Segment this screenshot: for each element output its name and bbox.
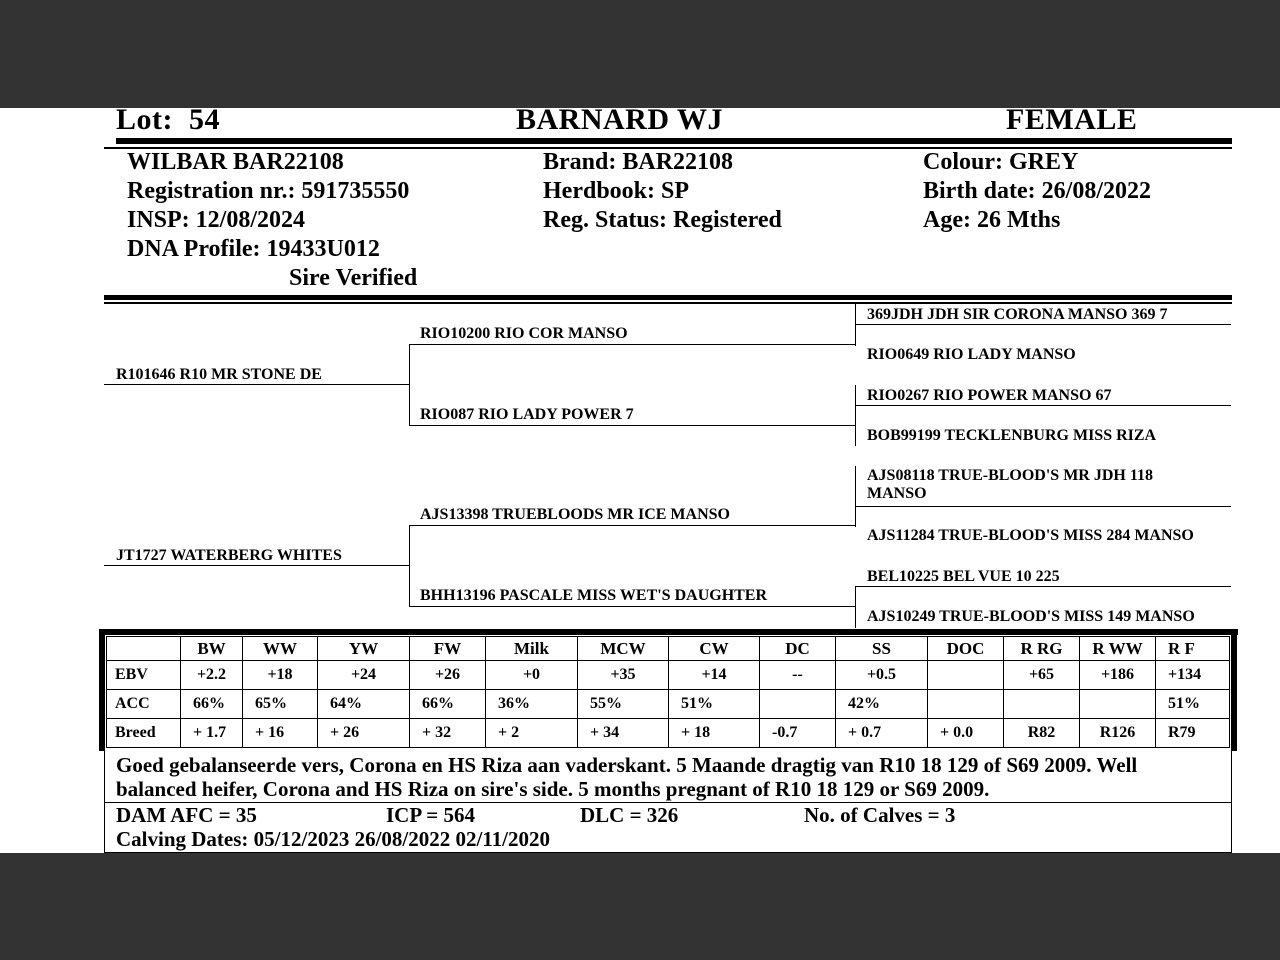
ebv-header-cell: FW bbox=[410, 637, 486, 661]
ebv-cell: 51% bbox=[1156, 690, 1230, 719]
pedigree-line bbox=[409, 345, 410, 426]
ebv-cell: R79 bbox=[1156, 719, 1230, 748]
pedigree-ggp-4: BOB99199 TECKLENBURG MISS RIZA bbox=[867, 427, 1157, 444]
ebv-cell: +0 bbox=[486, 661, 578, 690]
ebv-header-cell: MCW bbox=[578, 637, 669, 661]
ebv-cell: + 0.0 bbox=[928, 719, 1004, 748]
ebv-cell bbox=[1004, 690, 1080, 719]
birth-date: Birth date: 26/08/2022 bbox=[923, 178, 1151, 204]
no-of-calves: No. of Calves = 3 bbox=[804, 803, 956, 827]
pedigree-ggp-2: RIO0649 RIO LADY MANSO bbox=[867, 346, 1076, 363]
ebv-frame-right bbox=[1231, 629, 1237, 751]
ebv-cell: +134 bbox=[1156, 661, 1230, 690]
ebv-row-label: ACC bbox=[107, 690, 181, 719]
ebv-header-cell: DOC bbox=[928, 637, 1004, 661]
registration-nr: Registration nr.: 591735550 bbox=[127, 178, 410, 204]
ebv-cell: -- bbox=[760, 661, 836, 690]
comment-box-bottom bbox=[104, 852, 1232, 853]
ebv-row-label: EBV bbox=[107, 661, 181, 690]
ebv-cell bbox=[760, 690, 836, 719]
ebv-header-cell bbox=[107, 637, 181, 661]
pedigree-sire: R101646 R10 MR STONE DE bbox=[116, 366, 322, 383]
ebv-cell: 65% bbox=[243, 690, 318, 719]
pedigree-line bbox=[855, 466, 856, 527]
insp-date: INSP: 12/08/2024 bbox=[127, 207, 306, 233]
ebv-header-cell: CW bbox=[669, 637, 760, 661]
ebv-cell: +0.5 bbox=[836, 661, 928, 690]
ebv-cell: + 18 bbox=[669, 719, 760, 748]
colour-info bbox=[923, 148, 1151, 235]
ebv-cell: 66% bbox=[410, 690, 486, 719]
ebv-cell: 64% bbox=[318, 690, 410, 719]
ebv-cell: -0.7 bbox=[760, 719, 836, 748]
pedigree-line bbox=[855, 324, 1231, 325]
pedigree-line bbox=[855, 506, 1231, 507]
age: Age: 26 Mths bbox=[923, 207, 1061, 233]
ebv-header-cell: R RG bbox=[1004, 637, 1080, 661]
ebv-cell: + 32 bbox=[410, 719, 486, 748]
ebv-header-cell: DC bbox=[760, 637, 836, 661]
info-rule-thick bbox=[104, 295, 1232, 300]
ebv-frame-left bbox=[99, 629, 105, 751]
ebv-cell: + 26 bbox=[318, 719, 410, 748]
ebv-cell: 51% bbox=[669, 690, 760, 719]
pedigree-line bbox=[104, 384, 409, 385]
ebv-cell: +2.2 bbox=[181, 661, 243, 690]
pedigree-line bbox=[855, 586, 1231, 587]
ebv-header-cell: YW bbox=[318, 637, 410, 661]
pedigree-line bbox=[855, 405, 1231, 406]
ebv-row bbox=[107, 661, 1230, 690]
ebv-cell: +14 bbox=[669, 661, 760, 690]
ebv-header-cell: BW bbox=[181, 637, 243, 661]
ebv-cell bbox=[928, 690, 1004, 719]
ebv-frame-top bbox=[99, 629, 1238, 635]
pedigree-dam-sire: AJS13398 TRUEBLOODS MR ICE MANSO bbox=[420, 506, 730, 523]
ebv-cell: + 16 bbox=[243, 719, 318, 748]
dna-profile: DNA Profile: 19433U012 bbox=[127, 236, 380, 262]
ebv-cell: 42% bbox=[836, 690, 928, 719]
ebv-cell: + 34 bbox=[578, 719, 669, 748]
ebv-header-cell: SS bbox=[836, 637, 928, 661]
ebv-cell: + 0.7 bbox=[836, 719, 928, 748]
animal-info bbox=[127, 148, 417, 293]
ebv-table bbox=[106, 636, 1230, 748]
pedigree-sire-dam: RIO087 RIO LADY POWER 7 bbox=[420, 406, 634, 423]
calving-dates: Calving Dates: 05/12/2023 26/08/2022 02/11/2020 bbox=[116, 827, 551, 851]
seller-name: BARNARD WJ bbox=[516, 108, 723, 136]
ebv-cell: 66% bbox=[181, 690, 243, 719]
ebv-cell: +26 bbox=[410, 661, 486, 690]
pedigree-line bbox=[409, 344, 856, 345]
ebv-cell: 55% bbox=[578, 690, 669, 719]
herdbook: Herdbook: SP bbox=[543, 178, 690, 204]
pedigree-dam-dam: BHH13196 PASCALE MISS WET'S DAUGHTER bbox=[420, 587, 768, 604]
lot-sheet bbox=[0, 108, 1280, 853]
ebv-cell: +18 bbox=[243, 661, 318, 690]
dam-afc: DAM AFC = 35 bbox=[116, 803, 257, 827]
ebv-cell: +35 bbox=[578, 661, 669, 690]
animal-sex: FEMALE bbox=[1006, 108, 1138, 136]
pedigree-line bbox=[409, 606, 856, 607]
ebv-row bbox=[107, 719, 1230, 748]
ebv-header-row bbox=[107, 637, 1230, 661]
ebv-cell: R82 bbox=[1004, 719, 1080, 748]
ebv-header-cell: WW bbox=[243, 637, 318, 661]
dlc: DLC = 326 bbox=[580, 803, 679, 827]
pedigree-line bbox=[409, 525, 856, 526]
ebv-cell: R126 bbox=[1080, 719, 1156, 748]
pedigree-ggp-8: AJS10249 TRUE-BLOOD'S MISS 149 MANSO bbox=[867, 608, 1195, 625]
pedigree-line bbox=[855, 385, 856, 446]
ebv-header-cell: R F bbox=[1156, 637, 1230, 661]
ebv-header-cell: Milk bbox=[486, 637, 578, 661]
pedigree-ggp-3: RIO0267 RIO POWER MANSO 67 bbox=[867, 387, 1112, 404]
pedigree-line bbox=[104, 565, 409, 566]
ebv-row bbox=[107, 690, 1230, 719]
info-rule-thin bbox=[104, 302, 1232, 304]
pedigree-ggp-5: AJS08118 TRUE-BLOOD'S MR JDH 118 MANSO bbox=[867, 467, 1153, 502]
pedigree-ggp-7: BEL10225 BEL VUE 10 225 bbox=[867, 568, 1060, 585]
ebv-cell bbox=[928, 661, 1004, 690]
header-rule-thick bbox=[116, 138, 1232, 144]
lot-number: Lot: 54 bbox=[116, 108, 220, 136]
colour: Colour: GREY bbox=[923, 149, 1079, 175]
ebv-cell: +65 bbox=[1004, 661, 1080, 690]
animal-comment: Goed gebalanseerde vers, Corona en HS Riza aan vaderskant. 5 Maande dragtig van R10 18 129 of S69 2009. Well balanced heifer, Corona and HS Riza on sire's side. 5 months pregnant of R10 18 129 or S69 2009. bbox=[116, 753, 1138, 801]
pedigree-sire-sire: RIO10200 RIO COR MANSO bbox=[420, 325, 628, 342]
pedigree-line bbox=[409, 526, 410, 607]
ebv-row-label: Breed bbox=[107, 719, 181, 748]
ebv-cell: +186 bbox=[1080, 661, 1156, 690]
brand: Brand: BAR22108 bbox=[543, 149, 734, 175]
reg-status: Reg. Status: Registered bbox=[543, 207, 782, 233]
pedigree-ggp-6: AJS11284 TRUE-BLOOD'S MISS 284 MANSO bbox=[867, 527, 1194, 544]
ebv-cell: 36% bbox=[486, 690, 578, 719]
pedigree-dam: JT1727 WATERBERG WHITES bbox=[116, 547, 342, 564]
pedigree-ggp-1: 369JDH JDH SIR CORONA MANSO 369 7 bbox=[867, 306, 1168, 323]
sire-verified: Sire Verified bbox=[289, 265, 418, 291]
animal-name: WILBAR BAR22108 bbox=[127, 149, 344, 175]
ebv-cell: +24 bbox=[318, 661, 410, 690]
pedigree-line bbox=[855, 304, 856, 346]
ebv-cell: + 2 bbox=[486, 719, 578, 748]
ebv-cell bbox=[1080, 690, 1156, 719]
icp: ICP = 564 bbox=[386, 803, 475, 827]
pedigree-line bbox=[855, 586, 856, 628]
ebv-cell: + 1.7 bbox=[181, 719, 243, 748]
brand-info bbox=[543, 148, 782, 235]
pedigree-line bbox=[409, 425, 856, 426]
ebv-header-cell: R WW bbox=[1080, 637, 1156, 661]
